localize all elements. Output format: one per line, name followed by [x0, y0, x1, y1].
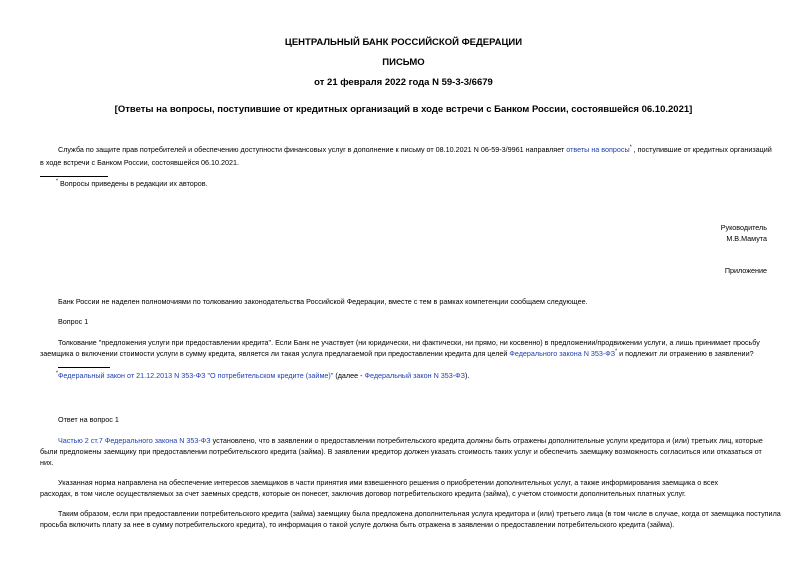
signature-position: Руководитель — [720, 223, 767, 232]
preamble: Банк России не наделен полномочиями по толкованию законодательства Российской Федерации, вместе с тем в рамках компетенции сообщаем следующее. — [58, 297, 588, 306]
footnote-1 — [56, 178, 208, 189]
question-1-text-tail: и подлежит ли отражению в заявлении? — [617, 349, 754, 358]
law-353-full-link[interactable]: Федеральный закон от 21.12.2013 N 353-ФЗ "О потребительском кредите (займе)" — [57, 371, 334, 380]
footnote-marker: * — [56, 178, 58, 185]
footnote-divider-2 — [58, 367, 110, 368]
footnote-2 — [56, 370, 469, 381]
footnote-divider — [40, 176, 108, 177]
question-1-line-1: Толкование "предложения услуги при предоставлении кредита". Если Банк не участвует (ни юридически, ни фактически, ни прямо, ни косвенно) в предложении/продвижении услуги, а лишь принимает просьбу — [58, 338, 760, 347]
question-1-text: заемщика о включении стоимости услуги в сумму кредита, является ли такая услуга предлагаемой при предоставлении кредита для целей — [40, 349, 510, 358]
answer-1-p3-line-1: Таким образом, если при предоставлении потребительского кредита (займа) заемщику была предложена дополнительная услуга кредитора и (или) третьего лица (в том числе в случае, когда от заемщика поступила — [58, 509, 781, 518]
answer-1-p1-line-3: них. — [40, 458, 54, 467]
intro-line-2: в ходе встречи с Банком России, состоявшейся 06.10.2021. — [40, 158, 240, 167]
law-353-link[interactable]: Федерального закона N 353-ФЗ — [509, 349, 616, 358]
footnote-2-end: ). — [464, 371, 470, 380]
question-1-title: Вопрос 1 — [58, 317, 89, 326]
issuer-title: ЦЕНТРАЛЬНЫЙ БАНК РОССИЙСКОЙ ФЕДЕРАЦИИ — [284, 37, 523, 48]
document-date-number: от 21 февраля 2022 года N 59-3-3/6679 — [314, 77, 493, 88]
attachment-label: Приложение — [724, 266, 767, 275]
answer-1-p1-line-1 — [40, 435, 770, 446]
answer-1-p3-line-2: просьба включить плату за нее в сумму потребительского кредита), то информация о такой услуге должна быть отражена в заявлении о предоставлении потребительского кредита (займа). — [40, 520, 675, 529]
intro-paragraph — [40, 144, 770, 155]
footnote-2-marker: * — [56, 370, 58, 377]
intro-text: Служба по защите прав потребителей и обеспечению доступности финансовых услуг в дополнение к письму от 08.10.2021 N 06-59-3/9961 направляет — [58, 145, 567, 154]
footnote-ref-marker[interactable]: * — [629, 144, 632, 151]
signature-name: М.В.Мамута — [726, 234, 767, 243]
document-type: ПИСЬМО — [382, 57, 425, 68]
answer-1-p1-line-2: были предложены заемщику при предоставлении потребительского кредита (займа). В заявлении кредитор должен указать стоимость таких услуг и обеспечить заемщику возможность согласиться или отказаться от — [40, 447, 762, 456]
answer-1-title: Ответ на вопрос 1 — [58, 415, 119, 424]
law-353-article-7-link[interactable]: Частью 2 ст.7 Федерального закона N 353-ФЗ — [58, 436, 211, 445]
footnote-2-middle: (далее - — [333, 371, 365, 380]
intro-text-tail: , поступившие от кредитных организаций — [631, 145, 772, 154]
footnote-ref-marker-2[interactable]: * — [615, 348, 618, 355]
answer-1-p1-text: установлено, что в заявлении о предоставлении потребительского кредита должны быть отражены дополнительные услуги кредитора и (или) третьих лиц, которые — [210, 436, 763, 445]
document-subject: [Ответы на вопросы, поступившие от кредитных организаций в ходе встречи с Банком России, состоявшейся 06.10.2021] — [114, 104, 693, 115]
answer-1-p2-line-2: расходах, в том числе осуществляемых за счет заемных средств, которые он понесет, заключив договор потребительского кредита (займа), с учетом стоимости дополнительных платных услуг. — [40, 489, 686, 498]
question-1-line-2 — [40, 348, 770, 359]
law-353-short-link[interactable]: Федеральный закон N 353-ФЗ — [364, 371, 465, 380]
answer-1-p2-line-1: Указанная норма направлена на обеспечение интересов заемщиков в части принятия ими взвешенного решения о приобретении дополнительных услуг, а также информирования заемщика о всех — [58, 478, 719, 487]
footnote-1-text: Вопросы приведены в редакции их авторов. — [57, 179, 208, 188]
answers-link[interactable]: ответы на вопросы — [566, 145, 630, 154]
